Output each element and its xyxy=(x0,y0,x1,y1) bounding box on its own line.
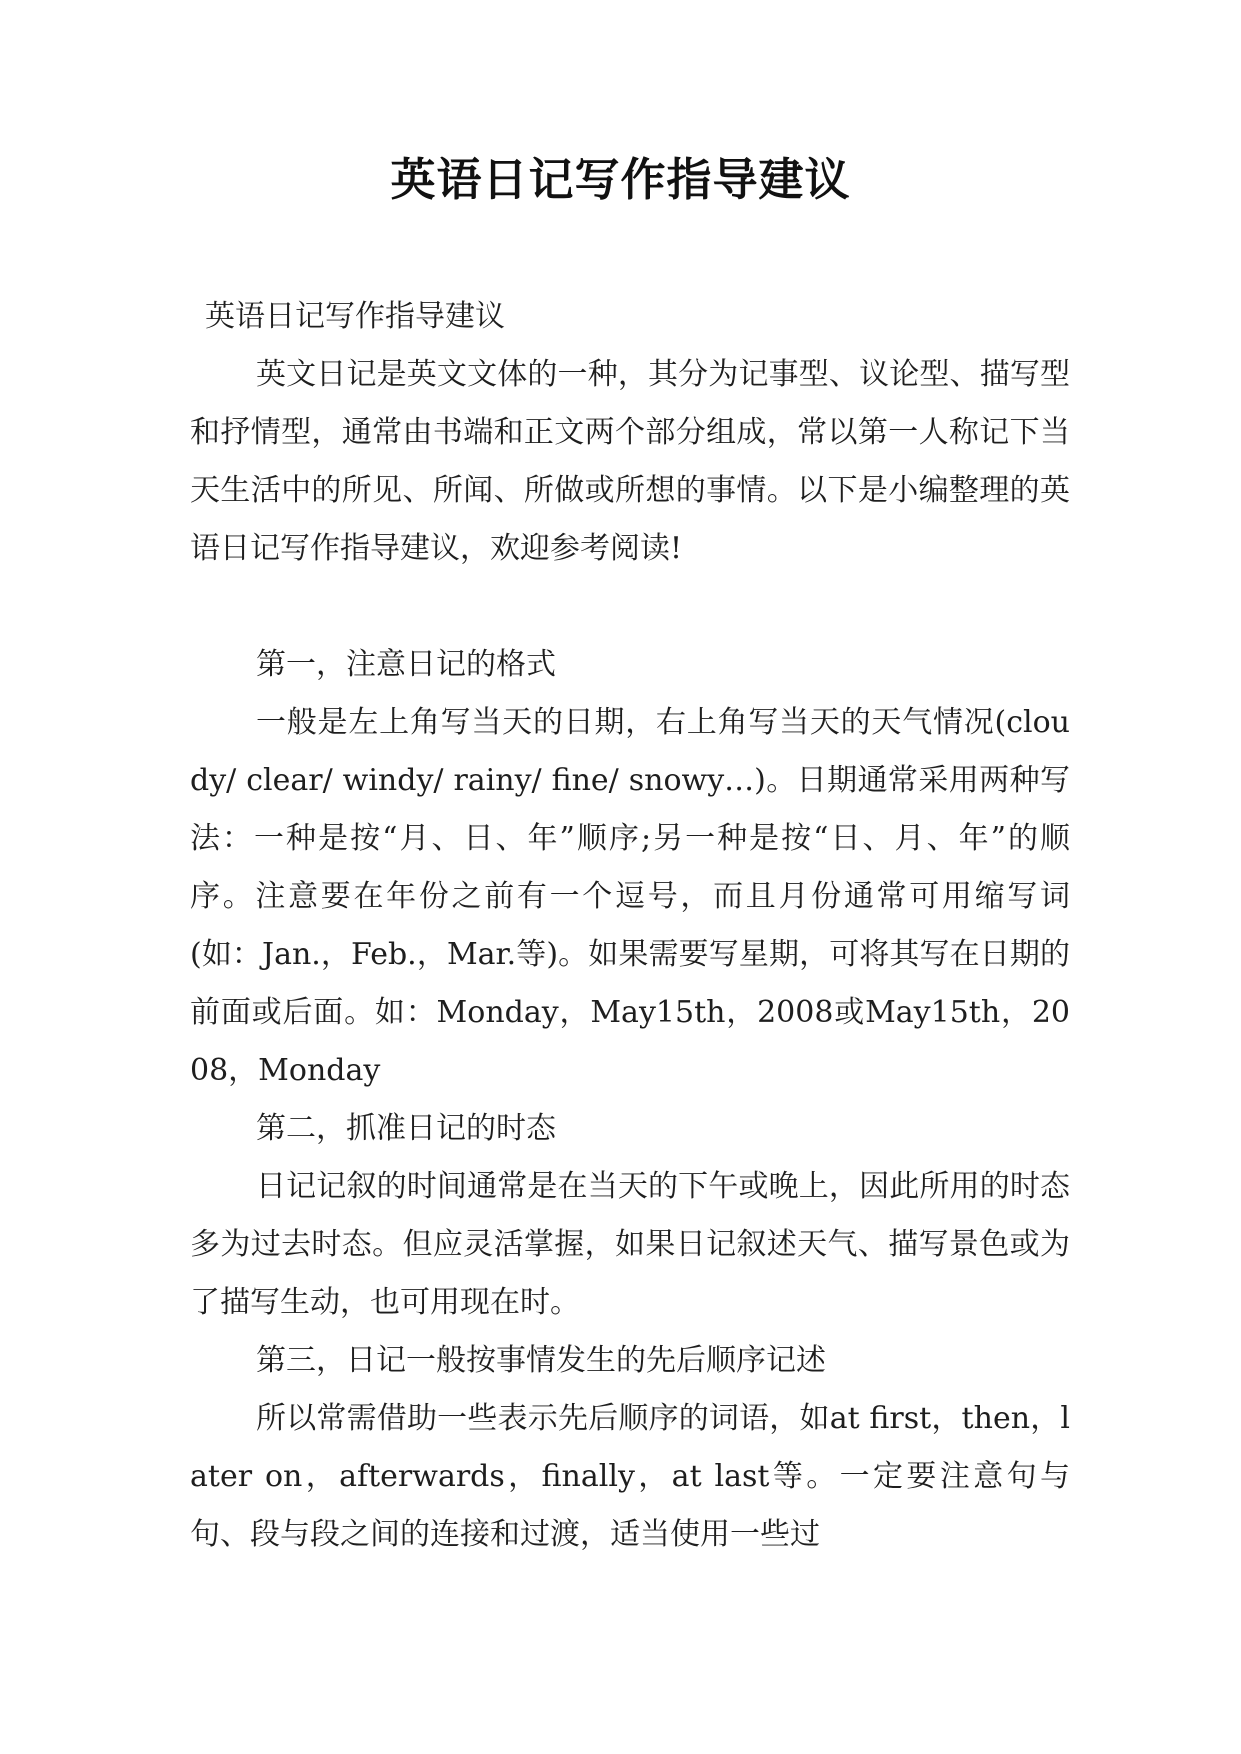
document-subtitle: 英语日记写作指导建议 xyxy=(205,299,505,334)
section-2-body: 日记记叙的时间通常是在当天的下午或晚上，因此所用的时态多为过去时态。但应灵活掌握，如果日记叙述天气、描写景色或为了描写生动，也可用现在时。 xyxy=(190,1169,1070,1320)
section-1-body: 一般是左上角写当天的日期，右上角写当天的天气情况(cloudy/ clear/ windy/ rainy/ fine/ snowy…)。日期通常采用两种写法：一种是按“月、日、年”顺序;另一种是按“日、月、年”的顺序。注意要在年份之前有一个逗号，而且月份通常可用缩写词(如：Jan.，Feb.，Mar.等)。如果需要写星期，可将其写在日期的前面或后面。如：Monday，May15th，2008或May15th，2008，Monday xyxy=(190,705,1070,1088)
section-3-body: 所以常需借助一些表示先后顺序的词语，如at first，then，later on，afterwards，finally，at last等。一定要注意句与句、段与段之间的连接和过渡，适当使用一些过 xyxy=(190,1401,1070,1552)
paragraph-spacer xyxy=(190,578,1070,636)
document-body xyxy=(190,288,1070,1564)
section-1-heading: 第一，注意日记的格式 xyxy=(256,647,556,682)
section-2-heading: 第二，抓准日记的时态 xyxy=(256,1111,556,1146)
intro-paragraph: 英文日记是英文文体的一种，其分为记事型、议论型、描写型和抒情型，通常由书端和正文两个部分组成，常以第一人称记下当天生活中的所见、所闻、所做或所想的事情。以下是小编整理的英语日记写作指导建议，欢迎参考阅读! xyxy=(190,357,1070,566)
section-3-heading: 第三，日记一般按事情发生的先后顺序记述 xyxy=(256,1343,826,1378)
document-title: 英语日记写作指导建议 xyxy=(390,153,851,206)
